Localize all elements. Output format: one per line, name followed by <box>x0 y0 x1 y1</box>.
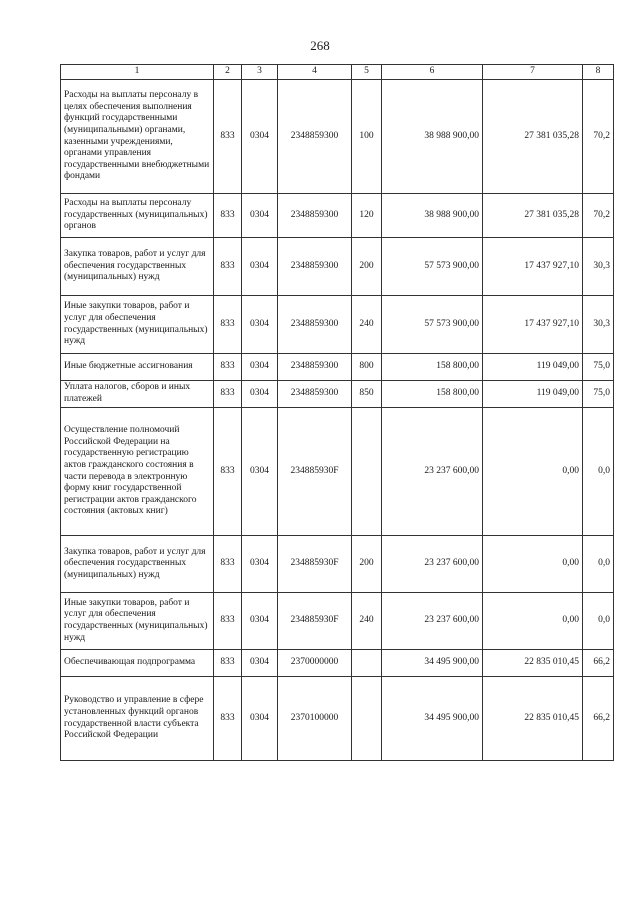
row-grbs: 833 <box>214 381 242 408</box>
row-grbs: 833 <box>214 650 242 677</box>
row-section: 0304 <box>242 536 278 593</box>
row-plan: 23 237 600,00 <box>382 408 483 536</box>
row-fact: 119 049,00 <box>483 381 583 408</box>
row-percent: 0,0 <box>583 593 614 650</box>
row-fact: 22 835 010,45 <box>483 650 583 677</box>
row-percent: 75,0 <box>583 354 614 381</box>
row-plan: 57 573 900,00 <box>382 238 483 296</box>
row-plan: 38 988 900,00 <box>382 80 483 194</box>
row-fact: 17 437 927,10 <box>483 238 583 296</box>
row-name: Расходы на выплаты персоналу в целях обеспечения выполнения функций государственными (муниципальными) органами, казенными учреждениями, органами управления государственными внебюджетными фондами <box>61 80 214 194</box>
row-grbs: 833 <box>214 408 242 536</box>
page-number: 268 <box>310 38 330 53</box>
row-plan: 23 237 600,00 <box>382 536 483 593</box>
row-fact: 119 049,00 <box>483 354 583 381</box>
row-section: 0304 <box>242 238 278 296</box>
row-section: 0304 <box>242 80 278 194</box>
row-percent: 75,0 <box>583 381 614 408</box>
row-plan: 34 495 900,00 <box>382 677 483 761</box>
table-row <box>61 194 614 238</box>
row-type: 240 <box>352 593 382 650</box>
row-name: Закупка товаров, работ и услуг для обеспечения государственных (муниципальных) нужд <box>61 536 214 593</box>
row-type: 240 <box>352 296 382 354</box>
row-grbs: 833 <box>214 296 242 354</box>
table-row <box>61 650 614 677</box>
row-percent: 30,3 <box>583 238 614 296</box>
row-percent: 70,2 <box>583 80 614 194</box>
row-section: 0304 <box>242 296 278 354</box>
row-name: Осуществление полномочий Российской Федерации на государственную регистрацию актов гражданского состояния в части перевода в электронную форму книг государственной регистрации актов гражданского состояния (актовых книг) <box>61 408 214 536</box>
header-col-7: 7 <box>483 65 583 80</box>
row-name: Обеспечивающая подпрограмма <box>61 650 214 677</box>
row-grbs: 833 <box>214 677 242 761</box>
row-target: 2370000000 <box>278 650 352 677</box>
row-type: 100 <box>352 80 382 194</box>
row-fact: 27 381 035,28 <box>483 80 583 194</box>
table-row <box>61 536 614 593</box>
row-target: 2348859300 <box>278 381 352 408</box>
row-name: Иные закупки товаров, работ и услуг для обеспечения государственных (муниципальных) нужд <box>61 296 214 354</box>
row-plan: 38 988 900,00 <box>382 194 483 238</box>
row-percent: 66,2 <box>583 677 614 761</box>
row-grbs: 833 <box>214 238 242 296</box>
row-target: 2348859300 <box>278 354 352 381</box>
row-name: Иные закупки товаров, работ и услуг для обеспечения государственных (муниципальных) нужд <box>61 593 214 650</box>
row-target: 2348859300 <box>278 238 352 296</box>
row-percent: 66,2 <box>583 650 614 677</box>
row-percent: 0,0 <box>583 536 614 593</box>
row-target: 234885930F <box>278 536 352 593</box>
row-section: 0304 <box>242 194 278 238</box>
row-type: 850 <box>352 381 382 408</box>
table-row <box>61 80 614 194</box>
table-row <box>61 677 614 761</box>
row-section: 0304 <box>242 650 278 677</box>
row-plan: 158 800,00 <box>382 381 483 408</box>
row-section: 0304 <box>242 381 278 408</box>
row-section: 0304 <box>242 354 278 381</box>
header-col-3: 3 <box>242 65 278 80</box>
row-name: Расходы на выплаты персоналу государственных (муниципальных) органов <box>61 194 214 238</box>
row-fact: 17 437 927,10 <box>483 296 583 354</box>
row-grbs: 833 <box>214 80 242 194</box>
table-row <box>61 354 614 381</box>
row-fact: 22 835 010,45 <box>483 677 583 761</box>
row-section: 0304 <box>242 677 278 761</box>
header-col-4: 4 <box>278 65 352 80</box>
row-plan: 34 495 900,00 <box>382 650 483 677</box>
row-type <box>352 677 382 761</box>
row-type: 200 <box>352 238 382 296</box>
header-col-1: 1 <box>61 65 214 80</box>
row-section: 0304 <box>242 408 278 536</box>
row-type <box>352 650 382 677</box>
header-row <box>61 65 614 80</box>
header-col-8: 8 <box>583 65 614 80</box>
row-target: 2348859300 <box>278 296 352 354</box>
row-plan: 158 800,00 <box>382 354 483 381</box>
row-percent: 30,3 <box>583 296 614 354</box>
row-type <box>352 408 382 536</box>
row-target: 2348859300 <box>278 194 352 238</box>
row-name: Уплата налогов, сборов и иных платежей <box>61 381 214 408</box>
row-target: 234885930F <box>278 593 352 650</box>
row-name: Руководство и управление в сфере установленных функций органов государственной власти субъекта Российской Федерации <box>61 677 214 761</box>
header-col-5: 5 <box>352 65 382 80</box>
table-row <box>61 408 614 536</box>
row-target: 2348859300 <box>278 80 352 194</box>
row-name: Иные бюджетные ассигнования <box>61 354 214 381</box>
row-type: 200 <box>352 536 382 593</box>
table-row <box>61 593 614 650</box>
row-target: 2370100000 <box>278 677 352 761</box>
row-target: 234885930F <box>278 408 352 536</box>
row-name: Закупка товаров, работ и услуг для обеспечения государственных (муниципальных) нужд <box>61 238 214 296</box>
row-plan: 23 237 600,00 <box>382 593 483 650</box>
row-plan: 57 573 900,00 <box>382 296 483 354</box>
table-row <box>61 381 614 408</box>
row-grbs: 833 <box>214 354 242 381</box>
row-fact: 27 381 035,28 <box>483 194 583 238</box>
row-grbs: 833 <box>214 536 242 593</box>
header-col-2: 2 <box>214 65 242 80</box>
row-section: 0304 <box>242 593 278 650</box>
row-percent: 0,0 <box>583 408 614 536</box>
budget-table <box>60 64 614 761</box>
row-grbs: 833 <box>214 194 242 238</box>
row-fact: 0,00 <box>483 593 583 650</box>
row-fact: 0,00 <box>483 536 583 593</box>
header-col-6: 6 <box>382 65 483 80</box>
row-grbs: 833 <box>214 593 242 650</box>
row-fact: 0,00 <box>483 408 583 536</box>
row-type: 120 <box>352 194 382 238</box>
table-row <box>61 296 614 354</box>
row-percent: 70,2 <box>583 194 614 238</box>
row-type: 800 <box>352 354 382 381</box>
table-row <box>61 238 614 296</box>
